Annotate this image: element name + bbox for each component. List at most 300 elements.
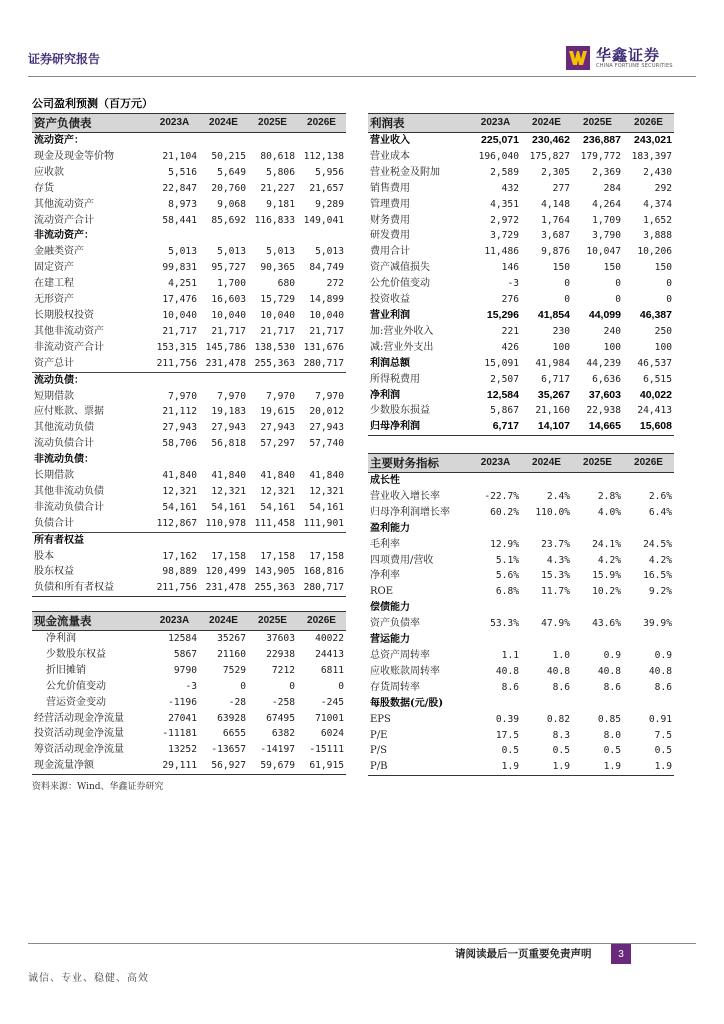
- cell-value: 15,296: [486, 308, 519, 321]
- cell-value: 24.5%: [643, 538, 672, 550]
- cell-value: -258: [271, 696, 295, 708]
- cell-value: 0: [338, 680, 344, 692]
- row-label: 非流动资产合计: [34, 341, 104, 353]
- cell-value: 0.39: [495, 713, 519, 725]
- table-row: [32, 356, 346, 372]
- cell-value: 80,618: [260, 150, 295, 162]
- cell-value: 2.4%: [546, 490, 570, 502]
- cell-value: 10,040: [309, 309, 344, 321]
- table-row: [32, 276, 346, 292]
- table-row: [368, 696, 674, 712]
- cell-value: 21,717: [309, 325, 344, 337]
- table-row: [32, 726, 346, 742]
- row-label: 存货: [34, 182, 54, 194]
- cell-value: 4,374: [643, 198, 672, 210]
- row-label: 非流动资产：: [34, 230, 94, 242]
- table-row: [32, 695, 346, 711]
- cell-value: 4,351: [490, 198, 519, 210]
- cell-value: 5,013: [315, 246, 344, 258]
- row-label: 毛利率: [370, 538, 400, 550]
- cell-value: 71001: [315, 712, 344, 724]
- cell-value: 21160: [217, 648, 246, 660]
- cell-value: 2,507: [490, 373, 519, 385]
- cell-value: 5,956: [315, 166, 344, 178]
- cell-value: 12,321: [260, 485, 295, 497]
- cell-value: 292: [654, 182, 672, 194]
- cell-value: 2,430: [643, 166, 672, 178]
- cell-value: 0: [240, 680, 246, 692]
- cell-value: 56,927: [199, 758, 248, 774]
- cell-value: 8.6: [603, 681, 621, 693]
- cell-value: [248, 228, 297, 244]
- table-row: [368, 388, 674, 404]
- cell-value: [248, 532, 297, 548]
- cell-value: 54,161: [211, 501, 246, 513]
- cell-value: [199, 372, 248, 388]
- year-header: 2023A: [470, 454, 521, 473]
- row-label: 股本: [34, 550, 54, 562]
- cell-value: 12,321: [211, 485, 246, 497]
- company-logo: [566, 45, 673, 71]
- cell-value: [199, 452, 248, 468]
- cell-value: 111,458: [254, 517, 295, 529]
- cell-value: 22,938: [586, 405, 621, 417]
- cell-value: 84,749: [309, 262, 344, 274]
- row-label: ROE: [370, 586, 394, 598]
- table-row: [368, 632, 674, 648]
- cell-value: 11.7%: [541, 586, 570, 598]
- table-row: [32, 580, 346, 596]
- cell-value: [248, 372, 297, 388]
- cell-value: 168,816: [303, 566, 344, 578]
- cell-value: 27,943: [211, 422, 246, 434]
- row-label: 所有者权益: [32, 532, 150, 548]
- table-row: [32, 532, 346, 548]
- cell-value: 211,756: [156, 357, 197, 369]
- row-label: 减:营业外支出: [370, 341, 434, 353]
- cell-value: 58,706: [162, 438, 197, 450]
- cell-value: 225,071: [481, 134, 519, 146]
- row-label: 营业成本: [370, 150, 410, 162]
- cell-value: 4,251: [168, 278, 197, 290]
- row-label: 营业税金及附加: [370, 166, 440, 178]
- cell-value: 41,840: [260, 470, 295, 482]
- cell-value: 46,537: [637, 357, 672, 369]
- cell-value: 15,091: [484, 357, 519, 369]
- cell-value: 9.2%: [648, 586, 672, 598]
- cell-value: 112,138: [303, 150, 344, 162]
- cell-value: [572, 632, 623, 648]
- cell-value: 24413: [315, 648, 344, 660]
- cell-value: 16,603: [211, 294, 246, 306]
- cell-value: 17.5: [495, 729, 519, 741]
- cell-value: 7,970: [315, 390, 344, 402]
- cell-value: 5,806: [266, 166, 295, 178]
- cell-value: 40.8: [648, 665, 672, 677]
- cell-value: 8.3: [552, 729, 570, 741]
- table-row: [368, 712, 674, 728]
- cell-value: 21,227: [260, 182, 295, 194]
- cell-value: 37,603: [588, 388, 621, 401]
- cell-value: 6,717: [470, 419, 521, 435]
- table-row: [368, 553, 674, 569]
- cell-value: 14,899: [309, 294, 344, 306]
- row-label: 流动资产合计: [34, 214, 94, 226]
- cell-value: [623, 696, 674, 712]
- cell-value: 27,943: [162, 422, 197, 434]
- row-label: 非流动负债合计: [34, 501, 104, 513]
- cell-value: 61,915: [297, 758, 346, 774]
- cell-value: [521, 600, 572, 616]
- cell-value: 149,041: [303, 214, 344, 226]
- cell-value: [199, 228, 248, 244]
- year-header: 2024E: [199, 612, 248, 631]
- cell-value: [297, 452, 346, 468]
- cell-value: 44,239: [586, 357, 621, 369]
- row-label: 总资产周转率: [370, 649, 430, 661]
- row-label: EPS: [370, 713, 391, 725]
- year-header: 2026E: [623, 454, 674, 473]
- cell-value: 7,970: [217, 390, 246, 402]
- row-label: 营业收入增长率: [370, 490, 440, 502]
- table-row: [368, 584, 674, 600]
- row-label: 加:营业外收入: [370, 325, 434, 337]
- row-label: 资产负债率: [370, 618, 420, 630]
- cell-value: 231,478: [205, 357, 246, 369]
- cell-value: 0: [615, 278, 621, 290]
- cell-value: 143,905: [254, 566, 295, 578]
- cell-value: 17,158: [211, 550, 246, 562]
- cell-value: 100: [552, 341, 570, 353]
- cell-value: 29,111: [150, 758, 199, 774]
- cell-value: 4,148: [541, 198, 570, 210]
- row-label: 现金流量净额: [32, 758, 150, 774]
- row-label: 研发费用: [370, 230, 410, 242]
- cell-value: 4.3%: [546, 554, 570, 566]
- balance-sheet-table: [32, 113, 346, 597]
- cell-value: 6382: [271, 728, 295, 740]
- cell-value: 100: [654, 341, 672, 353]
- cell-value: 131,676: [303, 341, 344, 353]
- table-row: [368, 181, 674, 197]
- cash-flow-table: [32, 611, 346, 775]
- table-row: [368, 308, 674, 324]
- cell-value: [248, 133, 297, 149]
- cell-value: 1.9: [521, 759, 572, 775]
- cell-value: 0.85: [597, 713, 621, 725]
- cell-value: -3: [185, 680, 197, 692]
- cell-value: 0.82: [546, 713, 570, 725]
- row-label: 公允价值变动: [370, 278, 430, 290]
- table-title: 主要财务指标: [368, 454, 470, 473]
- table-header-row: [368, 114, 674, 133]
- table-row: [368, 505, 674, 521]
- cell-value: 196,040: [478, 150, 519, 162]
- cell-value: 57,740: [309, 438, 344, 450]
- cell-value: 0: [564, 278, 570, 290]
- cell-value: 0.5: [501, 745, 519, 757]
- cell-value: 20,760: [211, 182, 246, 194]
- row-label: 每股数据(元/股): [370, 697, 444, 709]
- cell-value: 243,021: [634, 134, 672, 146]
- cell-value: 5867: [173, 648, 197, 660]
- cell-value: 284: [603, 182, 621, 194]
- table-row: [368, 403, 674, 419]
- cell-value: 40,022: [639, 388, 672, 401]
- cell-value: 175,827: [529, 150, 570, 162]
- cell-value: 20,012: [309, 406, 344, 418]
- cell-value: 15.9%: [592, 570, 621, 582]
- cell-value: 4.2%: [648, 554, 672, 566]
- cell-value: 231,478: [199, 580, 248, 596]
- cell-value: 277: [552, 182, 570, 194]
- report-type-label: 证券研究报告: [28, 52, 101, 66]
- cell-value: 2,369: [592, 166, 621, 178]
- cell-value: 40.8: [495, 665, 519, 677]
- cell-value: 56,818: [211, 438, 246, 450]
- row-label: 流动负债合计: [34, 438, 94, 450]
- year-header: 2025E: [248, 114, 297, 133]
- cell-value: 150: [552, 262, 570, 274]
- cell-value: 179,772: [580, 150, 621, 162]
- cell-value: 5,516: [168, 166, 197, 178]
- row-label: 应收款: [34, 166, 64, 178]
- table-row: [368, 324, 674, 340]
- cell-value: 0: [564, 294, 570, 306]
- cell-value: [248, 452, 297, 468]
- table-title: 现金流量表: [32, 612, 150, 631]
- table-row: [368, 521, 674, 537]
- cell-value: [199, 133, 248, 149]
- cell-value: 5,013: [266, 246, 295, 258]
- year-header: 2025E: [572, 114, 623, 133]
- cell-value: 54,161: [309, 501, 344, 513]
- cell-value: [572, 521, 623, 537]
- cell-value: -3: [507, 278, 519, 290]
- row-label: 折旧摊销: [46, 664, 86, 676]
- row-label: 长期借款: [34, 470, 74, 482]
- cell-value: 240: [603, 325, 621, 337]
- cell-value: 63928: [217, 712, 246, 724]
- cell-value: 1,764: [541, 214, 570, 226]
- cell-value: 183,397: [631, 150, 672, 162]
- cell-value: 7212: [271, 664, 295, 676]
- table-row: [32, 292, 346, 308]
- year-header: 2026E: [623, 114, 674, 133]
- table-row: [32, 149, 346, 165]
- table-header-row: [32, 612, 346, 631]
- cell-value: [521, 696, 572, 712]
- cell-value: 8.6: [552, 681, 570, 693]
- logo-chinese-name: 华鑫证券: [596, 45, 661, 64]
- row-label: 投资活动现金净流量: [34, 728, 124, 740]
- header-divider: [28, 76, 696, 77]
- cell-value: 19,615: [260, 406, 295, 418]
- table-row: [368, 728, 674, 744]
- table-row: [368, 489, 674, 505]
- cell-value: 27041: [168, 712, 197, 724]
- page-number: 3: [611, 944, 631, 964]
- cell-value: 3,729: [490, 230, 519, 242]
- cell-value: 680: [277, 278, 295, 290]
- company-motto: 诚信、专业、稳健、高效: [28, 973, 149, 984]
- cell-value: -15111: [309, 744, 344, 756]
- cell-value: 255,363: [254, 357, 295, 369]
- table-row: [32, 436, 346, 452]
- row-label: 负债合计: [34, 517, 74, 529]
- row-label: 净利率: [370, 570, 400, 582]
- cell-value: 8.6: [501, 681, 519, 693]
- footer-divider: [28, 943, 696, 944]
- table-row: [32, 197, 346, 213]
- cell-value: 59,679: [248, 758, 297, 774]
- row-label: 金融类资产: [34, 246, 84, 258]
- cell-value: [150, 372, 199, 388]
- table-row: [32, 372, 346, 388]
- cell-value: 2,972: [490, 214, 519, 226]
- income-statement-table: [368, 113, 674, 436]
- cell-value: 0.9: [603, 649, 621, 661]
- row-label: 其他非流动资产: [34, 325, 104, 337]
- cell-value: 85,692: [211, 214, 246, 226]
- row-label: 存货周转率: [370, 681, 420, 693]
- row-label: 筹资活动现金净流量: [34, 744, 124, 756]
- cell-value: -22.7%: [484, 490, 519, 502]
- cell-value: [521, 521, 572, 537]
- cell-value: [150, 532, 199, 548]
- row-label: 净利润: [46, 633, 76, 644]
- cell-value: 6,717: [541, 373, 570, 385]
- table-row: [368, 149, 674, 165]
- row-label: 其他流动资产: [34, 198, 94, 210]
- cell-value: 17,162: [162, 550, 197, 562]
- cell-value: 37603: [266, 633, 295, 644]
- cell-value: 99,831: [162, 262, 197, 274]
- table-row: [368, 680, 674, 696]
- cell-value: 15,608: [623, 419, 674, 435]
- cell-value: 6,515: [643, 373, 672, 385]
- cell-value: 44,099: [588, 308, 621, 321]
- cell-value: 14,107: [521, 419, 572, 435]
- table-row: [32, 404, 346, 420]
- cell-value: 4,264: [592, 198, 621, 210]
- cell-value: 12.9%: [490, 538, 519, 550]
- year-header: 2023A: [150, 612, 199, 631]
- row-label: 成长性: [370, 475, 400, 486]
- row-label: 公允价值变动: [46, 680, 106, 692]
- cell-value: -13657: [211, 744, 246, 756]
- cell-value: 58,441: [162, 214, 197, 226]
- cell-value: 10,040: [260, 309, 295, 321]
- row-label: 少数股东损益: [370, 405, 430, 417]
- row-label: P/E: [370, 729, 388, 741]
- disclaimer-notice[interactable]: 请阅读最后一页重要免责声明: [455, 948, 592, 960]
- cell-value: 21,104: [162, 150, 197, 162]
- cell-value: 21,160: [535, 405, 570, 417]
- cell-value: 9,181: [266, 198, 295, 210]
- cell-value: 0.5: [552, 745, 570, 757]
- row-label: 资产减值损失: [370, 262, 430, 274]
- table-row: [368, 419, 674, 435]
- year-header: 2023A: [470, 114, 521, 133]
- table-row: [368, 244, 674, 260]
- cell-value: 7,970: [168, 390, 197, 402]
- cell-value: 41,840: [211, 470, 246, 482]
- cell-value: [572, 473, 623, 489]
- cell-value: 60.2%: [490, 506, 519, 518]
- cell-value: 22,847: [162, 182, 197, 194]
- table-row: [32, 742, 346, 758]
- table-row: [368, 759, 674, 775]
- cell-value: 11,486: [484, 246, 519, 258]
- table-header-row: [368, 454, 674, 473]
- table-row: [368, 165, 674, 181]
- cell-value: [150, 452, 199, 468]
- cell-value: 39.9%: [643, 618, 672, 630]
- cell-value: 35,267: [537, 388, 570, 401]
- row-label: 净利润: [370, 389, 400, 401]
- table-row: [368, 276, 674, 292]
- table-row: [368, 568, 674, 584]
- cell-value: 116,833: [254, 214, 295, 226]
- cell-value: 41,840: [162, 470, 197, 482]
- cell-value: 15,729: [260, 294, 295, 306]
- row-label: 费用合计: [370, 246, 410, 258]
- row-label: 现金及现金等价物: [34, 150, 114, 162]
- table-row: [32, 165, 346, 181]
- table-row: [368, 228, 674, 244]
- cell-value: 10,040: [211, 309, 246, 321]
- cell-value: 46,387: [639, 308, 672, 321]
- cell-value: 0.9: [654, 649, 672, 661]
- cell-value: 24,413: [637, 405, 672, 417]
- year-header: 2025E: [572, 454, 623, 473]
- cell-value: 250: [654, 325, 672, 337]
- logo-english-name: CHINA FORTUNE SECURITIES: [596, 62, 673, 69]
- row-label: 销售费用: [370, 182, 410, 194]
- table-row: [32, 516, 346, 532]
- year-header: 2023A: [150, 114, 199, 133]
- cell-value: 57,297: [260, 438, 295, 450]
- cell-value: 426: [501, 341, 519, 353]
- cell-value: -1196: [168, 696, 197, 708]
- table-row: [32, 324, 346, 340]
- row-label: 营运能力: [370, 634, 410, 646]
- row-label: 其他流动负债: [34, 422, 94, 434]
- cell-value: 6.4%: [648, 506, 672, 518]
- cell-value: [623, 521, 674, 537]
- cell-value: 12,321: [162, 485, 197, 497]
- cell-value: [521, 632, 572, 648]
- cell-value: 255,363: [248, 580, 297, 596]
- cell-value: 12,321: [309, 485, 344, 497]
- cell-value: 153,315: [156, 341, 197, 353]
- cell-value: 7.5: [654, 729, 672, 741]
- row-label: 流动资产：: [34, 135, 84, 146]
- cell-value: 1.0: [552, 649, 570, 661]
- table-row: [32, 631, 346, 647]
- cell-value: 138,530: [254, 341, 295, 353]
- table-title: 资产负债表: [32, 114, 150, 133]
- row-label: 四项费用/营收: [370, 554, 434, 566]
- table-row: [368, 197, 674, 213]
- row-label: 管理费用: [370, 198, 410, 210]
- cell-value: 47.9%: [541, 618, 570, 630]
- row-label: 股东权益: [34, 566, 74, 578]
- cell-value: 9790: [173, 664, 197, 676]
- cell-value: 2,305: [541, 166, 570, 178]
- cell-value: 6.8%: [495, 586, 519, 598]
